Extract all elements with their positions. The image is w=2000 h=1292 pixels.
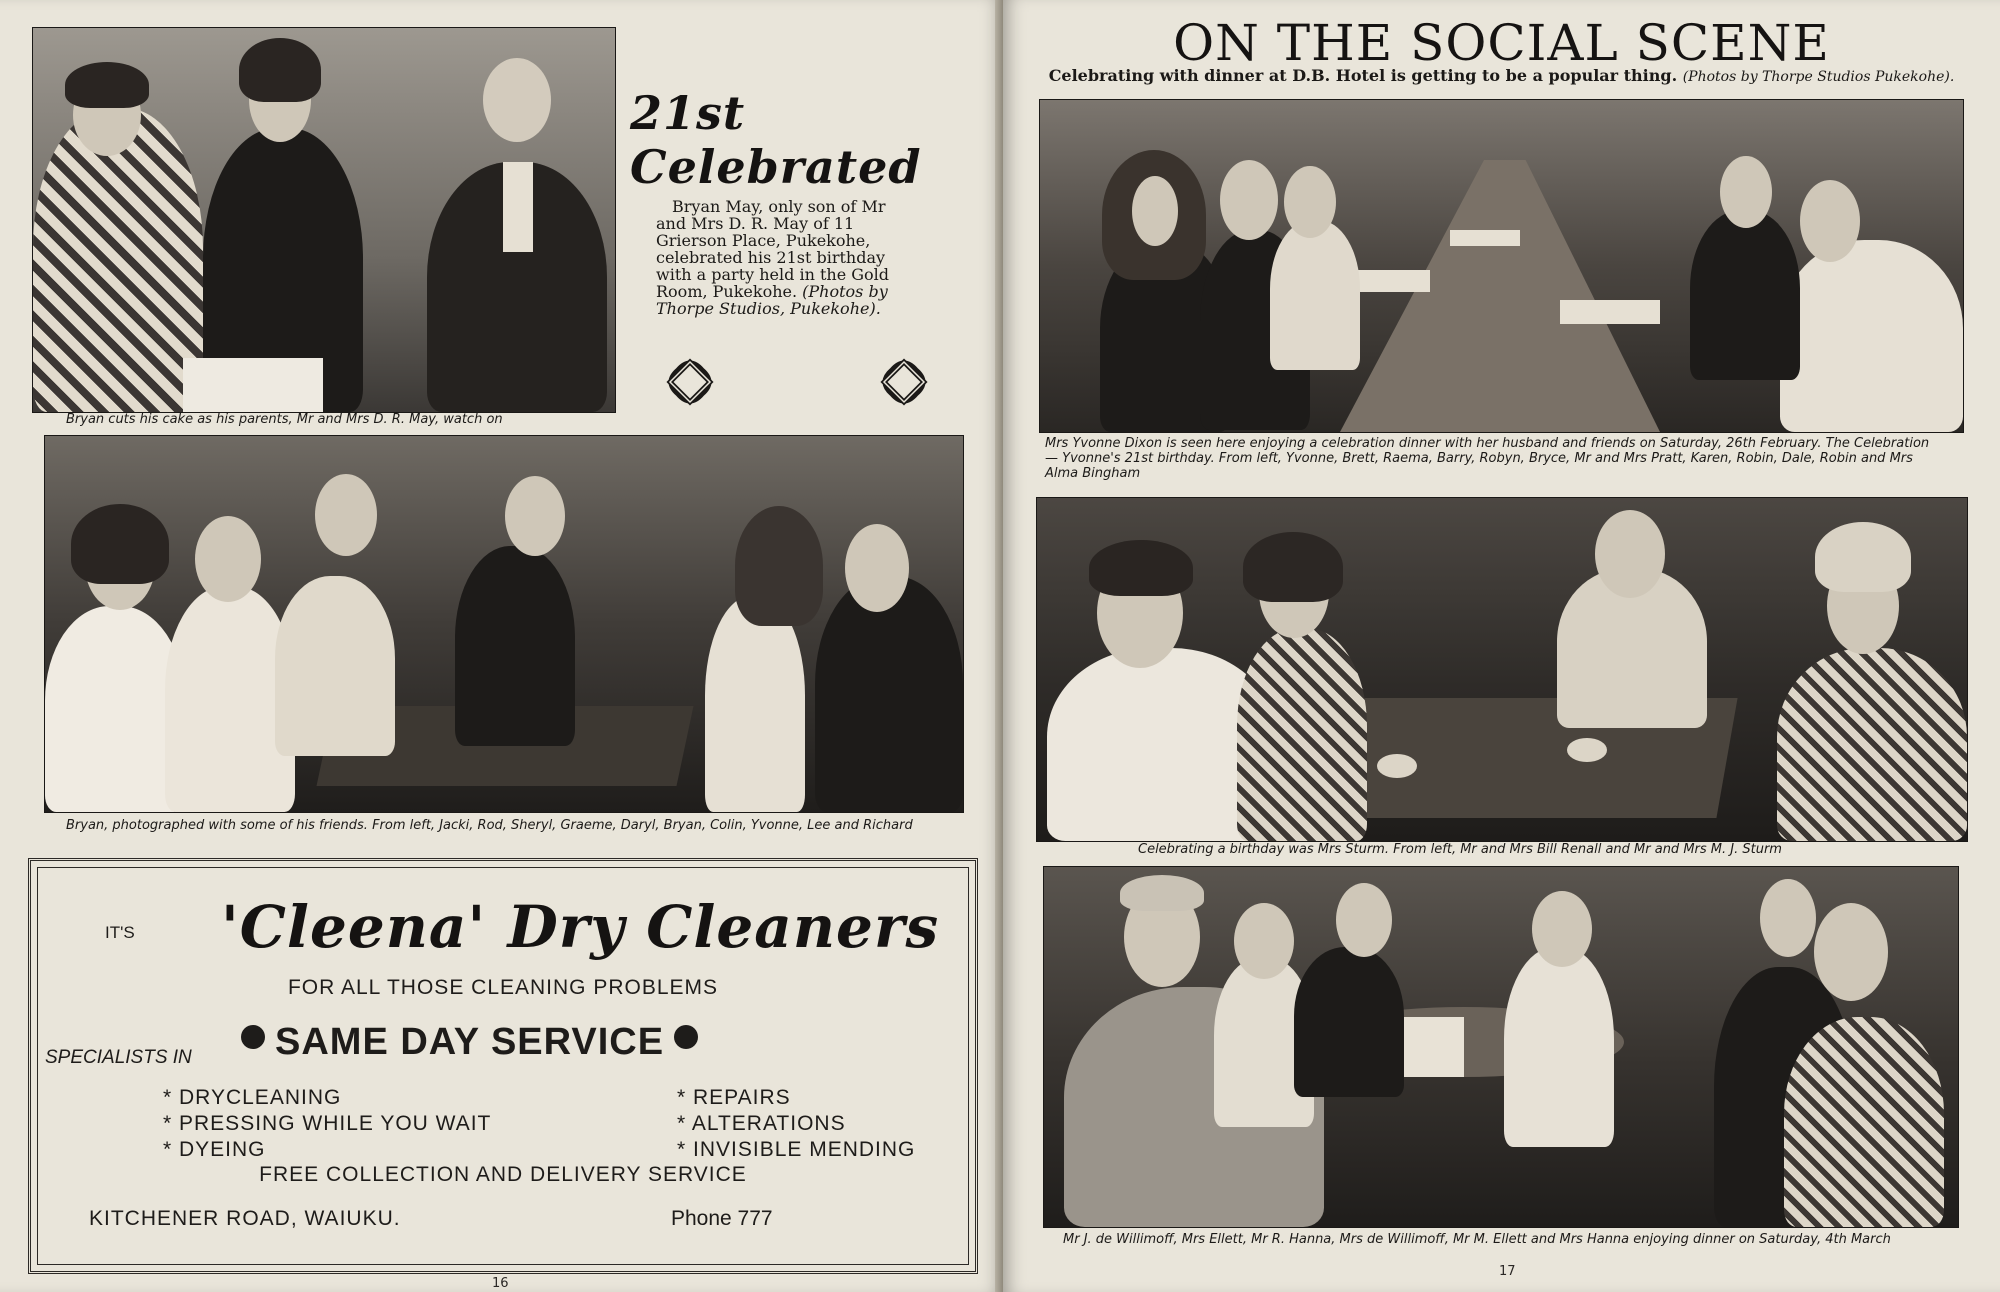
bullet-dot-icon [241,1025,265,1049]
photo-hanna-dinner [1043,866,1959,1228]
ad-service-item: * ALTERATIONS [677,1112,846,1135]
ad-services-right [677,1085,915,1163]
ad-service-item: * DRYCLEANING [163,1086,342,1109]
ad-tagline: FOR ALL THOSE CLEANING PROBLEMS [287,976,719,999]
ad-same-day-service [231,1021,708,1064]
ad-its: IT'S [105,923,135,942]
article-headline: 21st Celebrated [630,86,922,194]
ad-service-item: * INVISIBLE MENDING [677,1138,916,1161]
right-page [1003,0,2000,1292]
photo2-caption: Bryan, photographed with some of his friends. From left, Jacki, Rod, Sheryl, Graeme, Daryl, Bryan, Colin, Yvonne, Lee and Richard [66,818,913,833]
photo-sturm-birthday [1036,497,1968,842]
ad-same-day-text: SAME DAY SERVICE [275,1021,665,1063]
ad-phone: Phone 777 [671,1207,773,1230]
photo1-caption: Bryan cuts his cake as his parents, Mr and Mrs D. R. May, watch on [66,412,503,427]
ad-specialists-label: SPECIALISTS IN [45,1047,192,1068]
photo-cake-cutting [32,27,616,413]
ad-business-name: 'Cleena' Dry Cleaners [221,893,940,961]
article-body-text: Bryan May, only son of Mr and Mrs D. R. May of 11 Grierson Place, Pukekohe, celebrated his 21st birthday with a party held in the Gold Room, Pukekohe. [656,197,890,301]
ad-services-left [163,1085,491,1163]
page-subtitle [1003,66,2000,85]
ad-address: KITCHENER ROAD, WAIUKU. [89,1207,401,1230]
celtic-knot-left-icon [660,352,720,412]
photo-friends-group [44,435,964,813]
ad-service-item: * REPAIRS [677,1086,791,1109]
page-title: ON THE SOCIAL SCENE [1173,14,1830,72]
photo-r1-caption: Mrs Yvonne Dixon is seen here enjoying a celebration dinner with her husband and friends on Saturday, 26th February. The Celebration — Yvonne's 21st birthday. From left, Yvonne, Brett, Raema, Barry, Robyn, Bryce, Mr and Mrs Pratt, Karen, Robin, Dale, Robin and Mrs Alma Bingham [1045,436,1930,481]
page-subtitle-text: Celebrating with dinner at D.B. Hotel is getting to be a popular thing. [1048,66,1678,85]
ad-free-collection: FREE COLLECTION AND DELIVERY SERVICE [259,1163,747,1186]
ad-service-item: * PRESSING WHILE YOU WAIT [163,1112,492,1135]
ad-service-item: * DYEING [163,1138,266,1161]
page-subtitle-credit: (Photos by Thorpe Studios Pukekohe). [1682,69,1955,85]
cleena-advertisement [28,858,978,1274]
celtic-knot-right-icon [874,352,934,412]
article-body [656,198,918,317]
article-credit: (Photos by Thorpe Studios, Pukekohe). [656,282,888,318]
page-number-right: 17 [1499,1264,1516,1279]
photo-r2-caption: Celebrating a birthday was Mrs Sturm. From left, Mr and Mrs Bill Renall and Mr and Mrs M. J. Sturm [1138,842,1782,857]
photo-r3-caption: Mr J. de Willimoff, Mrs Ellett, Mr R. Hanna, Mrs de Willimoff, Mr M. Ellett and Mrs Hanna enjoying dinner on Saturday, 4th March [1063,1232,1891,1247]
page-number-left: 16 [492,1276,509,1291]
photo-dixon-dinner [1039,99,1964,433]
bullet-dot-icon [674,1025,698,1049]
